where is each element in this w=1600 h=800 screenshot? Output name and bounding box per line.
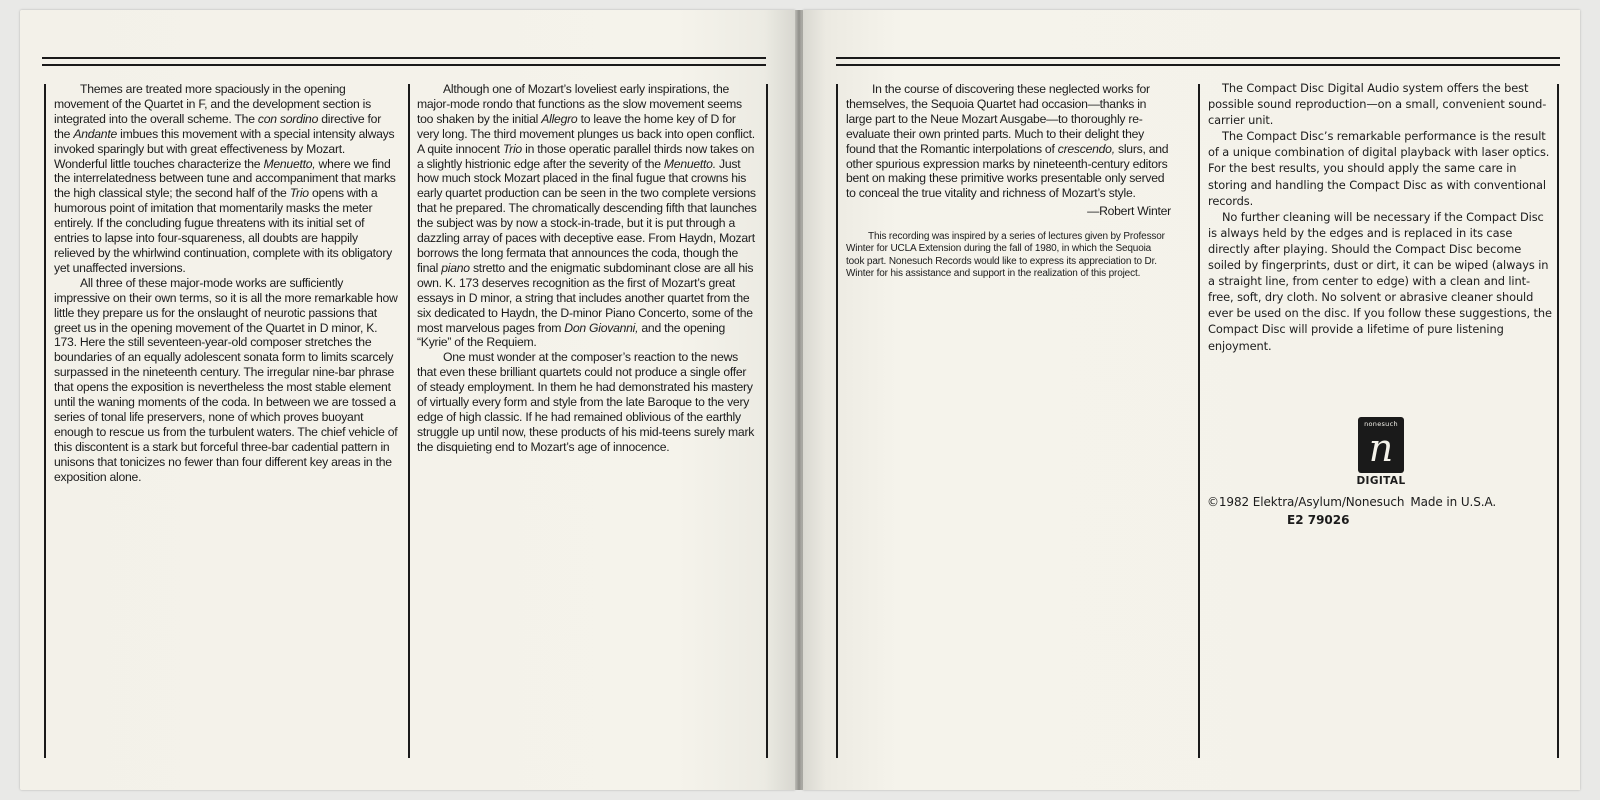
text-run: Just how much stock Mozart placed in the final fugue that crowns his early quartet production can be seen in the two complete versions that he prepared. The chromatically descending fifth that launches the subject was by now a stock-in-trade, but it is put through a dazzling array of paces with deceptive ease. From Haydn, Mozart borrows the long fermata that announces the coda, though the final [417,156,757,275]
right-column-2 [1208,80,1552,354]
right-top-rule-2 [836,64,1560,66]
italic-term: Menuetto, [263,156,316,171]
text-run: slurs, and other spurious expression marks by nineteenth-century editors bent on making these primitive works presentable only served to conceal the true vitality and richness of Mozart’s style. [846,141,1169,201]
text-run: imbues this movement with a special intensity always invoked sparingly but with great effectiveness by Mozart. Wonderful little touches characterize the [54,126,395,171]
italic-term: Trio [502,141,522,156]
left-column-rule-2 [408,84,410,758]
left-column-1 [54,82,400,484]
text-run: All three of these major-mode works are sufficiently impressive on their own terms, so it is all the more remarkable how little they prepare us for the onslaught of neurotic passions that greet us in the opening movement of the Quartet in D minor, K. 173. Here the still seventeen-year-old composer stretches the boundaries of an equally adolescent sonata form to limits scarcely surpassed in the nineteenth century. The irregular nine-bar phrase that opens the exposition is nevertheless the most stable element until the waning moments of the coda. In between we are tossed a series of tonal life preservers, none of which proves buoyant enough to rescue us from the turbulent waters. The chief vehicle of this discontent is a stark but forceful three-bar cadential pattern in unisons that tonicizes no fewer than four different key areas in the exposition alone. [54,275,398,484]
italic-term: Don Giovanni, [564,320,639,335]
copyright-text: ©1982 Elektra/Asylum/Nonesuch [1207,495,1405,509]
text-run: opens with a humorous point of imitation that momentarily masks the meter entirely. If the concluding fugue threatens with its initial set of entries to lapse into four-squareness, all doubts are happily relieved by the whirlwind continuation, complete with its obligatory yet unaffected inversions. [54,186,392,275]
note-text: This recording was inspired by a series of lectures given by Professor Winter for UCLA Extension during the fall of 1980, in which the Sequoia took part. Nonesuch Records would like to express its appreciation to Dr. Winter for his assistance and support in the realization of this project. [846,231,1165,280]
cd-info-paragraph-3: No further cleaning will be necessary if the Compact Disc is always held by the edges and is replaced in its case directly after playing. Should the Compact Disc become soiled by fingerprints, dust or dirt, it can be wiped (always in a straight line, from center to edge) with a clean and lint-free, soft, dry cloth. No solvent or abrasive cleaner should ever be used on the disc. If you follow these suggestions, the Compact Disc will provide a lifetime of pure listening enjoyment. [1208,209,1552,353]
text-run: and the opening “Kyrie” of the Requiem. [417,320,726,350]
paragraph [846,82,1171,201]
left-column-rule-1 [44,84,46,758]
paragraph [54,276,400,485]
text-run: One must wonder at the composer’s reaction to the news that even these brilliant quartets could not produce a single offer of steady employment. In them he had demonstrated his mastery of virtually every form and style from the late Baroque to the very edge of high classic. If he had remained oblivious of the earthly struggle up until now, these products of his mid-teens surely mark the disquieting end to Mozart’s age of innocence. [417,350,755,454]
made-in-text: Made in U.S.A. [1410,495,1497,509]
cd-info-paragraph-2: The Compact Disc’s remarkable performance is the result of a unique combination of digital playback with laser optics. For the best results, you should apply the same care in storing and handling the Compact Disc as with conventional records. [1208,129,1550,208]
text-run: directive for the [54,111,382,141]
copyright-line [1207,495,1496,509]
text-run: Themes are treated more spaciously in the opening movement of the Quartet in F, and the development section is integrated into the overall scheme. The [54,82,371,126]
text-run: stretto and the enigmatic subdominant close are all his own. K. 173 deserves recognition as the first of Mozart’s great essays in D minor, a string that includes another quartet from the six dedicated to Haydn, the D-minor Piano Concerto, some of the most marvelous pages from [417,260,754,335]
paragraph [417,350,757,454]
italic-term: crescendo, [1057,141,1115,156]
logo-digital-label: DIGITAL [1356,475,1406,487]
right-column-1 [846,82,1171,280]
left-top-rule-2 [42,64,766,66]
italic-term: con sordino [257,111,319,126]
right-column-rule-3 [1557,84,1559,758]
author-signature: —Robert Winter [1087,204,1171,219]
logo-glyph: n [1368,426,1394,470]
right-column-rule-2 [1198,84,1200,758]
nonesuch-logo-icon [1358,417,1404,473]
italic-term: Trio [289,186,309,201]
booklet-spine [795,10,803,790]
catalog-number: E2 79026 [1287,513,1350,527]
right-top-rule-1 [836,57,1560,59]
text-run: to leave the home key of D for very long. The third movement plunges us back into open conflict. A quite innocent [417,111,755,156]
text-run: where we find the interrelatedness between tune and accompaniment that marks the high classical style; the second half of the [54,156,396,201]
right-column-rule-1 [836,84,838,758]
cd-info-paragraph-1: The Compact Disc Digital Audio system offers the best possible sound reproduction—on a small, convenient sound-carrier unit. [1208,81,1547,128]
left-top-rule-1 [42,57,766,59]
text-run: Although one of Mozart’s loveliest early inspirations, the major-mode rondo that functions as the slow movement seems too shaken by the initial [417,82,742,126]
italic-term: Andante [73,126,117,141]
text-run: in those operatic parallel thirds now takes on a slightly histrionic edge after the severity of the [417,141,755,171]
italic-term: Allegro [541,111,578,126]
logo-top-text: nonesuch [1364,420,1398,428]
text-run: In the course of discovering these neglected works for themselves, the Sequoia Quartet had occasion—thanks in large part to the Neue Mozart Ausgabe—to thoroughly re-evaluate their own printed parts. Much to their delight they found that the Romantic interpolations of [846,82,1150,156]
italic-term: piano [441,260,470,275]
left-column-rule-3 [766,84,768,758]
nonesuch-digital-logo [1356,417,1406,485]
acknowledgement-note [846,231,1171,280]
paragraph [54,82,400,276]
paragraph [417,82,757,350]
italic-term: Menuetto. [663,156,716,171]
left-column-2 [417,82,757,455]
